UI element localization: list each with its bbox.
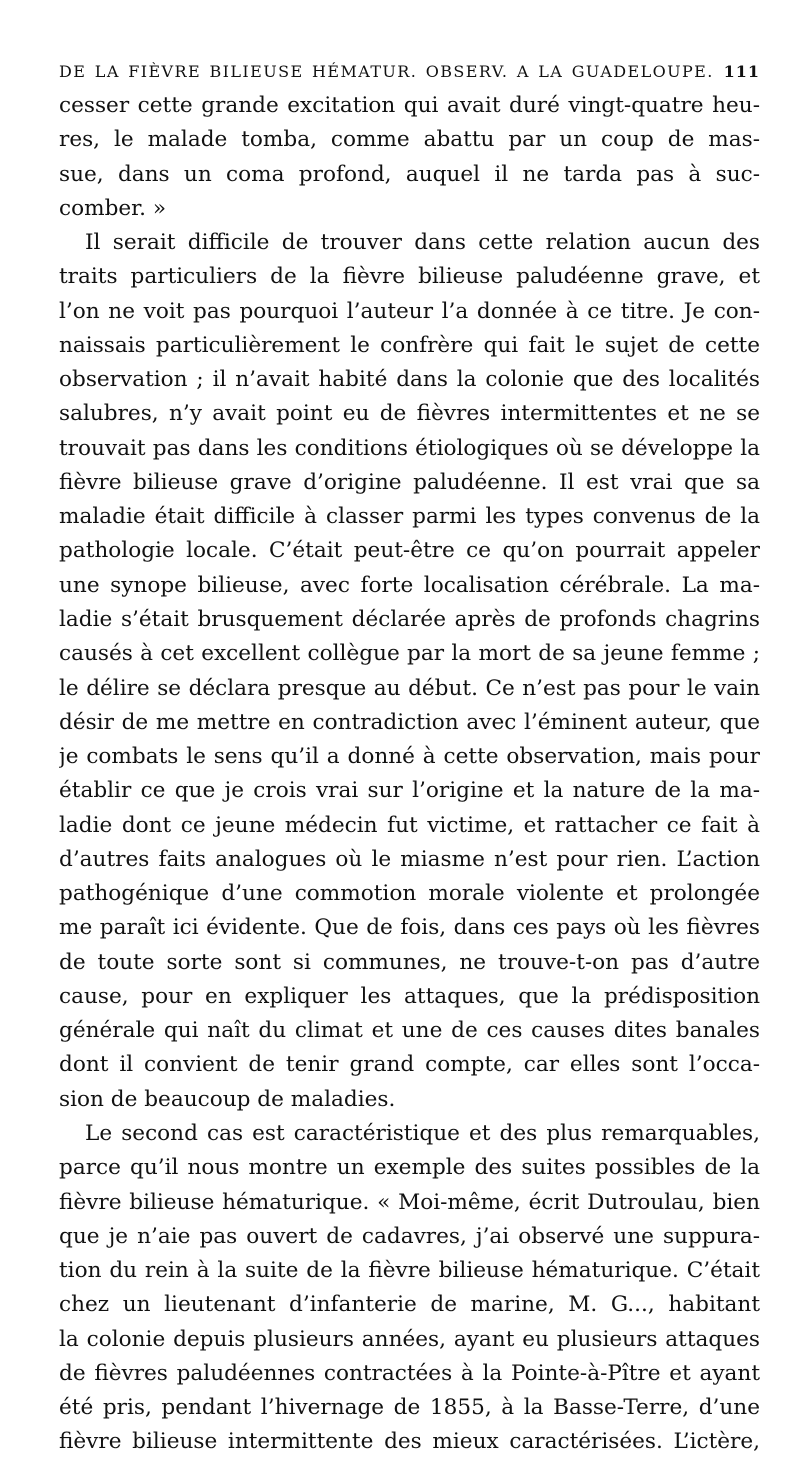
text-line: que je n’aie pas ouvert de cadavres, j’ai observé une suppura- — [59, 1223, 760, 1249]
text-line: parce qu’il nous montre un exemple des suites possibles de la — [59, 1155, 760, 1181]
text-line: été pris, pendant l’hivernage de 1855, à la Basse-Terre, d’une — [59, 1395, 760, 1421]
text-line: pathogénique d’une commotion morale violente et prolongée — [59, 881, 760, 907]
text-line: pathologie locale. C’était peut-être ce qu’on pourrait appeler — [59, 538, 760, 564]
text-line: l’on ne voit pas pourquoi l’auteur l’a donnée à ce titre. Je con- — [59, 298, 760, 324]
text-line: tion du rein à la suite de la fièvre bilieuse hématurique. C’était — [59, 1258, 760, 1284]
text-line: fièvre bilieuse intermittente des mieux caractérisées. L’ictère, — [59, 1429, 760, 1455]
text-line: causés à cet excellent collègue par la mort de sa jeune femme ; — [59, 641, 760, 667]
text-line: dont il convient de tenir grand compte, car elles sont l’occa- — [59, 1052, 760, 1078]
text-line: fièvre bilieuse grave d’origine paludéenne. Il est vrai que sa — [59, 469, 760, 495]
running-title: DE LA FIÈVRE BILIEUSE HÉMATUR. OBSERV. A LA GUADELOUPE. — [59, 62, 714, 81]
text-line: de toute sorte sont si communes, ne trouve-t-on pas d’autre — [59, 949, 760, 975]
text-line: salubres, n’y avait point eu de fièvres intermittentes et ne se — [59, 401, 760, 427]
text-line: res, le malade tomba, comme abattu par un coup de mas- — [59, 127, 760, 153]
text-line: naissais particulièrement le confrère qui fait le sujet de cette — [59, 332, 760, 358]
text-line: sue, dans un coma profond, auquel il ne tarda pas à suc- — [59, 161, 760, 187]
text-line: comber. » — [59, 195, 167, 221]
text-line: traits particuliers de la fièvre bilieuse paludéenne grave, et — [59, 264, 760, 290]
page-number: 111 — [723, 62, 760, 81]
text-line: je combats le sens qu’il a donné à cette observation, mais pour — [59, 744, 760, 770]
text-line: sion de beaucoup de maladies. — [59, 1086, 396, 1112]
text-line: fièvre bilieuse hématurique. « Moi-même, écrit Dutroulau, bien — [59, 1189, 760, 1215]
running-head — [59, 62, 760, 81]
text-line: Le second cas est caractéristique et des plus remarquables, — [85, 1120, 760, 1146]
body-text — [59, 89, 760, 1460]
text-line: cause, pour en expliquer les attaques, que la prédisposition — [59, 983, 760, 1009]
text-line: établir ce que je crois vrai sur l’origine et la nature de la ma- — [59, 778, 760, 804]
text-line: générale qui naît du climat et une de ces causes dites banales — [59, 1018, 760, 1044]
text-line: ladie s’était brusquement déclarée après de profonds chagrins — [59, 606, 760, 632]
text-line: d’autres faits analogues où le miasme n’est pour rien. L’action — [59, 846, 760, 872]
text-line: observation ; il n’avait habité dans la colonie que des localités — [59, 367, 760, 393]
text-line: chez un lieutenant d’infanterie de marine, M. G..., habitant — [59, 1292, 760, 1318]
text-line: le délire se déclara presque au début. Ce n’est pas pour le vain — [59, 675, 760, 701]
text-line: ladie dont ce jeune médecin fut victime, et rattacher ce fait à — [59, 812, 760, 838]
text-line: la colonie depuis plusieurs années, ayant eu plusieurs attaques — [59, 1326, 760, 1352]
text-line: désir de me mettre en contradiction avec l’éminent auteur, que — [59, 709, 760, 735]
text-line: trouvait pas dans les conditions étiologiques où se développe la — [59, 435, 760, 461]
text-line: Il serait difficile de trouver dans cette relation aucun des — [85, 230, 760, 256]
text-line: maladie était difficile à classer parmi les types convenus de la — [59, 504, 760, 530]
text-line: une synope bilieuse, avec forte localisation cérébrale. La ma- — [59, 572, 760, 598]
text-line: me paraît ici évidente. Que de fois, dans ces pays où les fièvres — [59, 915, 760, 941]
text-line: de fièvres paludéennes contractées à la Pointe-à-Pître et ayant — [59, 1360, 760, 1386]
text-line: cesser cette grande excitation qui avait duré vingt-quatre heu- — [59, 93, 760, 118]
